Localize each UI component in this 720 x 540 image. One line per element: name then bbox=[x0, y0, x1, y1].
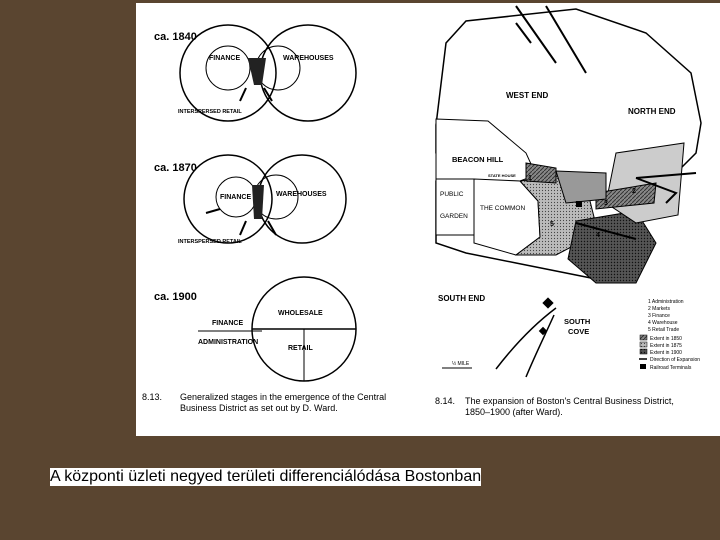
south-cove-label-1: SOUTH bbox=[564, 317, 591, 326]
warehouses-circle bbox=[260, 25, 356, 121]
retail-label: INTERSPERSED RETAIL bbox=[178, 239, 242, 245]
railroad-lines-south bbox=[496, 308, 556, 377]
railroad-lines-north bbox=[516, 6, 586, 73]
west-end-label: WEST END bbox=[506, 91, 549, 100]
beacon-hill-label: BEACON HILL bbox=[452, 155, 504, 164]
cbd-core bbox=[248, 58, 266, 85]
figure-caption-line1: Generalized stages in the emergence of the Central bbox=[180, 392, 387, 402]
warehouses-label: WAREHOUSES bbox=[283, 55, 334, 62]
zone-number-3: 3 bbox=[604, 200, 608, 207]
stage-1900 bbox=[154, 277, 356, 381]
stage-1840 bbox=[154, 25, 356, 121]
beacon-hill-area bbox=[436, 119, 536, 181]
finance-label: FINANCE bbox=[209, 55, 241, 62]
south-end-label: SOUTH END bbox=[438, 294, 486, 303]
legend-item: 4 Warehouse bbox=[648, 320, 678, 326]
zone-number-4: 4 bbox=[596, 232, 600, 239]
retail-label: INTERSPERSED RETAIL bbox=[178, 109, 242, 115]
markets-zone bbox=[606, 143, 684, 223]
warehouses-label: WAREHOUSES bbox=[276, 191, 327, 198]
figure-number: 8.13. bbox=[142, 392, 163, 402]
finance-label: FINANCE bbox=[212, 320, 244, 327]
legend-item: Extent in 1900 bbox=[650, 350, 682, 356]
left-caption bbox=[142, 392, 386, 413]
zone-number-5: 5 bbox=[550, 221, 554, 228]
public-garden-label-2: GARDEN bbox=[440, 213, 468, 220]
north-end-label: NORTH END bbox=[628, 107, 676, 116]
zone-number-2: 2 bbox=[632, 188, 636, 195]
public-garden-label-1: PUBLIC bbox=[440, 191, 464, 198]
legend-item: Extent in 1850 bbox=[650, 336, 682, 342]
figure-svg bbox=[136, 3, 720, 436]
legend-swatch bbox=[640, 335, 647, 340]
legend-item: Direction of Expansion bbox=[650, 357, 701, 363]
warehouses-circle bbox=[258, 155, 346, 243]
legend-item: 2 Markets bbox=[648, 306, 670, 312]
figure-caption-line2: 1850–1900 (after Ward). bbox=[465, 407, 563, 417]
right-caption bbox=[435, 396, 674, 417]
finance-inner-circle bbox=[206, 46, 250, 90]
administration-label: ADMINISTRATION bbox=[198, 339, 259, 346]
cbd-core bbox=[252, 185, 264, 219]
slide-caption: A központi üzleti negyed területi differenciálódása Bostonban bbox=[50, 468, 482, 485]
legend-item: 5 Retail Trade bbox=[648, 327, 680, 333]
legend-swatch bbox=[640, 349, 647, 354]
railroad-terminal bbox=[542, 297, 553, 308]
stage-1870 bbox=[154, 155, 346, 245]
stage-year: ca. 1840 bbox=[154, 31, 197, 43]
figure-caption-line2: Business District as set out by D. Ward. bbox=[180, 403, 338, 413]
zone-number-1: 1 bbox=[528, 175, 532, 182]
map-legend bbox=[639, 299, 700, 371]
wholesale-label: WHOLESALE bbox=[278, 310, 323, 317]
south-cove-label-2: COVE bbox=[568, 327, 590, 336]
stage-year: ca. 1870 bbox=[154, 162, 197, 174]
finance-label: FINANCE bbox=[220, 194, 252, 201]
railroad-terminal bbox=[576, 201, 582, 207]
state-house-label: STATE HOUSE bbox=[488, 173, 516, 178]
scale-label: ½ MILE bbox=[452, 361, 470, 367]
legend-item: 3 Finance bbox=[648, 313, 670, 319]
retail-label: RETAIL bbox=[288, 345, 313, 352]
legend-swatch bbox=[640, 342, 647, 347]
common-label: THE COMMON bbox=[480, 205, 526, 212]
public-garden-area bbox=[436, 179, 474, 235]
figure-number: 8.14. bbox=[435, 396, 456, 406]
legend-item: Railroad Terminals bbox=[650, 365, 692, 371]
legend-terminal-icon bbox=[640, 364, 646, 369]
legend-item: Extent in 1875 bbox=[650, 343, 682, 349]
legend-item: 1 Administration bbox=[648, 299, 684, 305]
figure-caption-line1: The expansion of Boston's Central Business District, bbox=[465, 396, 674, 406]
stage-year: ca. 1900 bbox=[154, 291, 197, 303]
figure-panel bbox=[136, 3, 720, 436]
